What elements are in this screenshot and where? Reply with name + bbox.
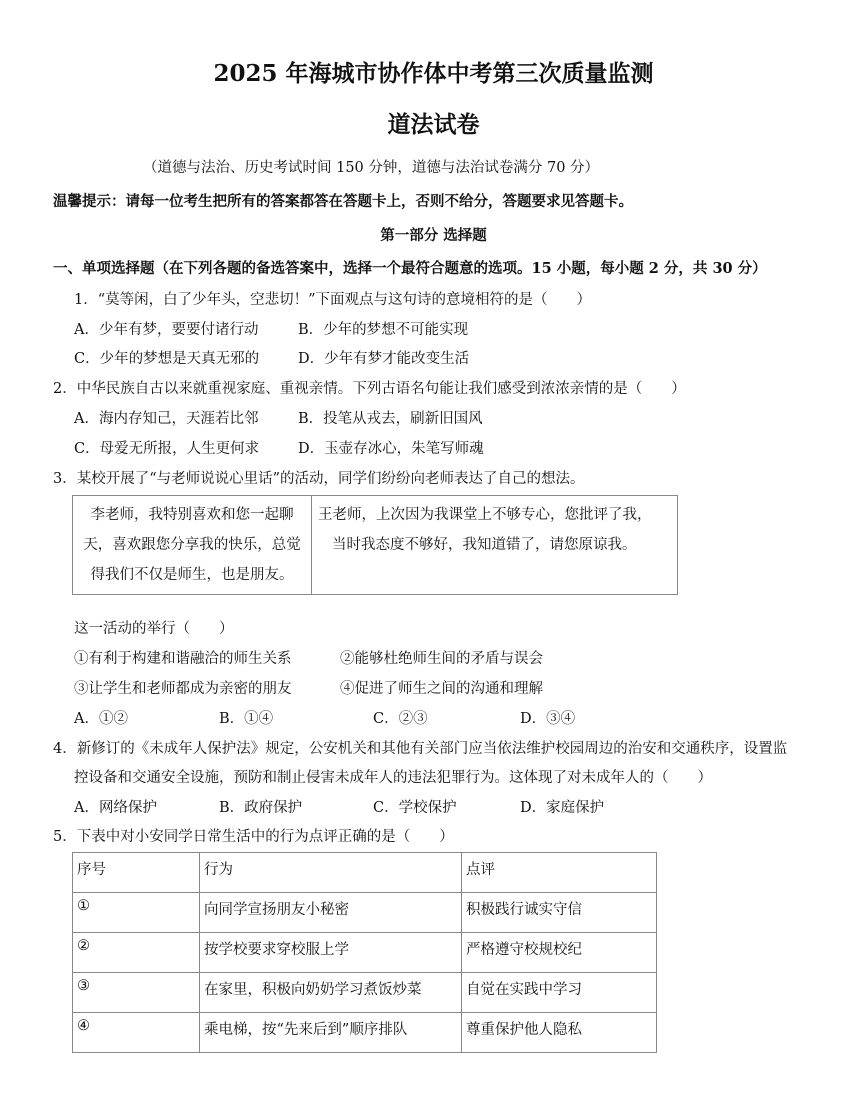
header-cell: 点评 <box>462 853 657 893</box>
q3-statement-3: ③让学生和老师都成为亲密的朋友 <box>74 681 292 697</box>
q4-option-b: B．政府保护 <box>219 800 303 816</box>
q3-option-a: A．①② <box>74 711 128 727</box>
q1-option-a: A．少年有梦，要要付诸行动 <box>74 322 259 338</box>
table-row <box>73 933 657 973</box>
q5-behavior-table <box>72 852 657 1053</box>
q2-option-c: C．母爱无所报，人生更何求 <box>74 441 260 457</box>
q2-option-a: A．海内存知己，天涯若比邻 <box>74 411 259 427</box>
table-cell: 自觉在实践中学习 <box>462 973 657 1013</box>
part-heading: 第一部分 选择题 <box>380 227 487 244</box>
table-cell: ④ <box>73 1013 200 1053</box>
q3-left-cell <box>73 496 312 595</box>
q2-option-b: B．投笔从戎去，刷新旧国风 <box>298 411 483 427</box>
q2-option-d: D．玉壶存冰心，朱笔写师魂 <box>298 441 484 457</box>
table-row <box>73 1013 657 1053</box>
q4-stem-line1: 4．新修订的《未成年人保护法》规定，公安机关和其他有关部门应当依法维护校园周边的治安和交通秩序，设置监 <box>53 741 788 757</box>
q3-right-line: 当时我态度不够好，我知道错了，请您原谅我。 <box>332 537 637 553</box>
q4-stem-line2: 控设备和交通安全设施，预防和制止侵害未成年人的违法犯罪行为。这体现了对未成年人的（ ） <box>74 770 712 786</box>
table-cell: 乘电梯，按“先来后到”顺序排队 <box>200 1013 462 1053</box>
header-cell: 行为 <box>200 853 462 893</box>
q4-option-a: A．网络保护 <box>74 800 157 816</box>
header-cell: 序号 <box>73 853 200 893</box>
q3-right-cell <box>312 496 678 595</box>
q1-option-b: B．少年的梦想不可能实现 <box>298 322 469 338</box>
q2-stem: 2．中华民族自古以来就重视家庭、重视亲情。下列古语名句能让我们感受到浓浓亲情的是（ ） <box>53 381 686 397</box>
table-cell: 按学校要求穿校服上学 <box>200 933 462 973</box>
table-cell: 在家里，积极向奶奶学习煮饭炒菜 <box>200 973 462 1013</box>
table-cell: ② <box>73 933 200 973</box>
q3-option-d: D．③④ <box>520 711 576 727</box>
q3-option-b: B．①④ <box>219 711 274 727</box>
q1-stem: 1．“莫等闲，白了少年头，空悲切！”下面观点与这句诗的意境相符的是（ ） <box>74 292 592 308</box>
q5-stem: 5．下表中对小安同学日常生活中的行为点评正确的是（ ） <box>53 829 454 845</box>
q4-option-d: D．家庭保护 <box>520 800 605 816</box>
q3-option-c: C．②③ <box>373 711 428 727</box>
exam-time-note: （道德与法治、历史考试时间 150 分钟，道德与法治试卷满分 70 分） <box>143 160 600 176</box>
table-cell: ① <box>73 893 200 933</box>
section-heading: 一、单项选择题（在下列各题的备选答案中，选择一个最符合题意的选项。15 小题，每小题 2 分，共 30 分） <box>53 260 767 277</box>
q3-statement-2: ②能够杜绝师生间的矛盾与误会 <box>340 651 543 667</box>
q3-question: 这一活动的举行（ ） <box>74 621 234 637</box>
table-row <box>73 973 657 1013</box>
warm-tip: 温馨提示：请每一位考生把所有的答案都答在答题卡上，否则不给分，答题要求见答题卡。 <box>53 193 633 210</box>
q1-option-c: C．少年的梦想是天真无邪的 <box>74 351 260 367</box>
table-row <box>73 893 657 933</box>
q3-dialog-table <box>72 495 678 595</box>
exam-subtitle: 道法试卷 <box>387 111 480 138</box>
q1-option-d: D．少年有梦才能改变生活 <box>298 351 470 367</box>
table-header-row <box>73 853 657 893</box>
exam-title: 2025 年海城市协作体中考第三次质量监测 <box>213 60 654 87</box>
q3-statement-4: ④促进了师生之间的沟通和理解 <box>340 681 543 697</box>
table-cell: 严格遵守校规校纪 <box>462 933 657 973</box>
q3-right-line: 王老师，上次因为我课堂上不够专心，您批评了我， <box>318 507 652 523</box>
table-cell: ③ <box>73 973 200 1013</box>
q3-left-line: 天，喜欢跟您分享我的快乐，总觉 <box>83 537 301 553</box>
q3-stem: 3．某校开展了“与老师说说心里话”的活动，同学们纷纷向老师表达了自己的想法。 <box>53 471 585 487</box>
q3-left-line: 得我们不仅是师生，也是朋友。 <box>90 567 294 583</box>
q4-option-c: C．学校保护 <box>373 800 457 816</box>
table-cell: 积极践行诚实守信 <box>462 893 657 933</box>
q3-left-line: 李老师，我特别喜欢和您一起聊 <box>90 507 294 523</box>
table-cell: 尊重保护他人隐私 <box>462 1013 657 1053</box>
table-cell: 向同学宣扬朋友小秘密 <box>200 893 462 933</box>
q3-statement-1: ①有利于构建和谐融洽的师生关系 <box>74 651 292 667</box>
